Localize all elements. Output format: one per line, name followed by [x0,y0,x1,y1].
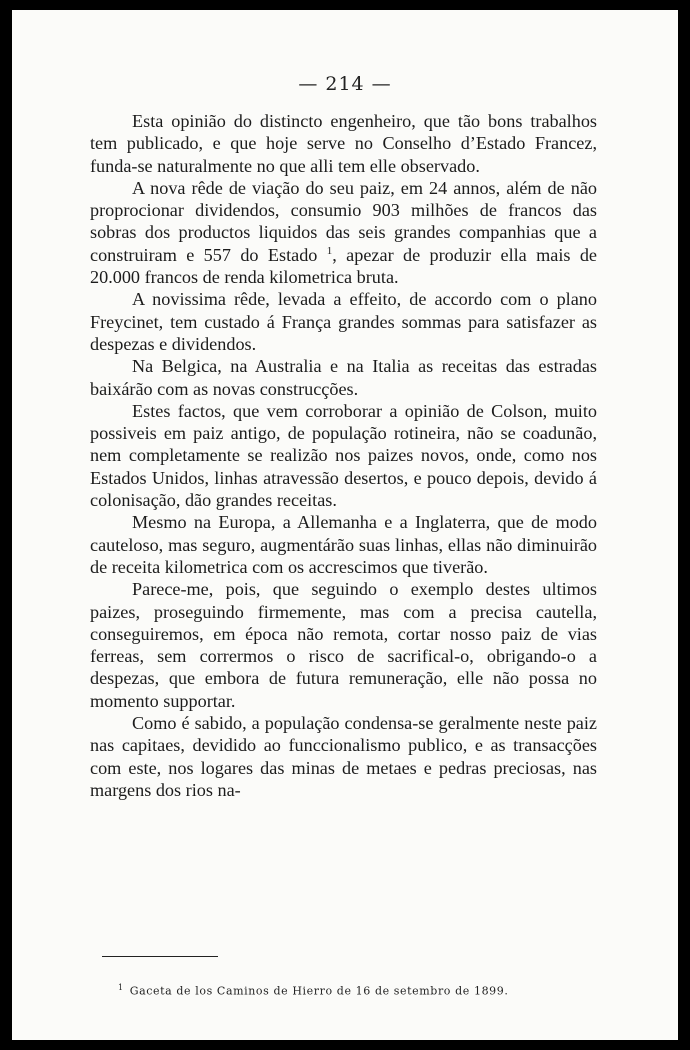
paragraph-7 [90,578,597,712]
page-number: — 214 — [298,73,392,95]
paragraph-text: Parece-me, pois, que seguindo o exemplo destes ultimos paizes, proseguindo firmemente, mas com a precisa cautella, conseguiremos, em época não remota, cortar nosso paiz de vias ferreas, sem corrermos o risco de sacrifical-o, obrigando-o a despezas, que embora de futura remuneração, elle não possa no momento supportar. [90,579,597,711]
footnote-mark: 1 [118,983,124,992]
body-text [90,110,597,801]
paragraph-text: Mesmo na Europa, a Allemanha e a Inglaterra, que de modo cauteloso, mas seguro, augmentárão suas linhas, ellas não diminuirão de receita kilometrica com os accrescimos que tiverão. [90,512,597,577]
footnote [118,983,508,998]
paragraph-text-continued: , apezar de produzir ella mais de 20.000 francos de renda kilometrica bruta. [90,244,597,288]
paragraph-5 [90,400,597,511]
footnote-divider [102,956,218,957]
paragraph-text: A novissima rêde, levada a effeito, de accordo com o plano Freycinet, tem custado á França grandes sommas para satisfazer as despezas e dividendos. [90,289,597,354]
paragraph-text: A nova rêde de viação do seu paiz, em 24 annos, além de não proprocionar dividendos, consumio 903 milhões de francos das sobras dos productos liquidos das seis grandes companhias que a construiram e 557 do Estado [90,177,597,265]
paragraph-1 [90,110,597,177]
paragraph-2 [90,177,597,288]
book-page [12,10,678,1040]
paragraph-text: Na Belgica, na Australia e na Italia as receitas das estradas baixárão com as novas construcções. [90,356,597,399]
paragraph-text: Como é sabido, a população condensa-se geralmente neste paiz nas capitaes, devidido ao funccionalismo publico, e as transacções com este, nos logares das minas de metaes e pedras preciosas, nas margens dos rios na- [90,713,597,800]
footnote-reference: 1 [326,244,333,257]
paragraph-8 [90,712,597,801]
footnote-text: Gaceta de los Caminos de Hierro de 16 de setembro de 1899. [129,984,509,998]
paragraph-text: Esta opinião do distincto engenheiro, que tão bons trabalhos tem publicado, e que hoje serve no Conselho d’Estado Francez, funda-se naturalmente no que alli tem elle observado. [90,111,597,176]
paragraph-4 [90,355,597,400]
paragraph-3 [90,288,597,355]
paragraph-text: Estes factos, que vem corroborar a opinião de Colson, muito possiveis em paiz antigo, de população rotineira, não se coadunão, nem completamente se realizão nos paizes novos, onde, como nos Estados Unidos, linhas atravessão desertos, e pouco depois, devido á colonisação, dão grandes receitas. [90,400,597,511]
paragraph-6 [90,511,597,578]
